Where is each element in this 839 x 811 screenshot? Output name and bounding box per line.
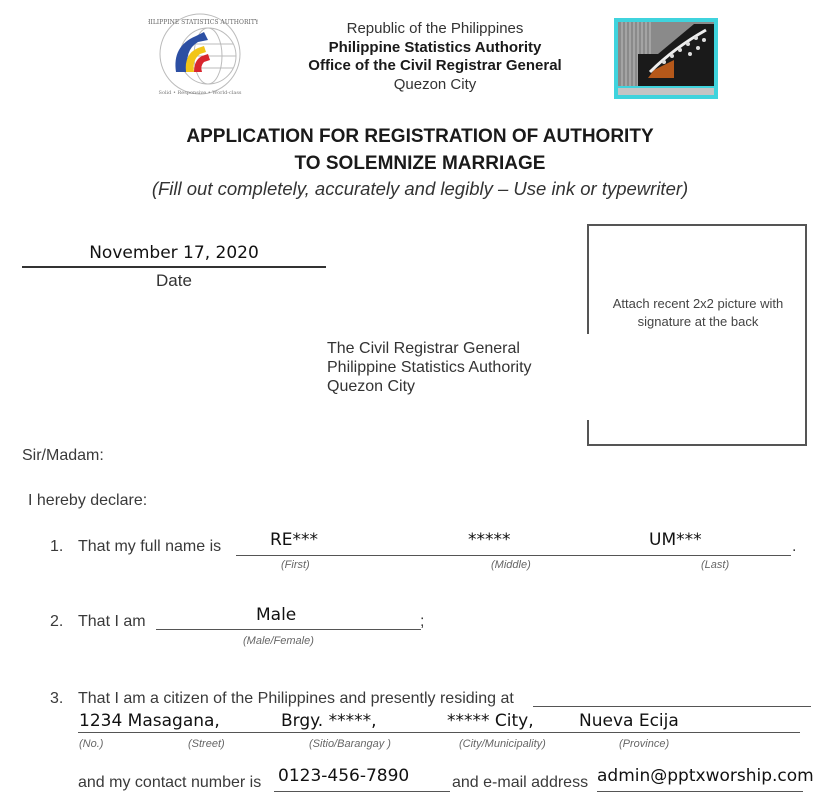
date-label: Date (156, 271, 192, 290)
last-name-field[interactable]: UM*** (649, 530, 702, 550)
photo-box-border-right (805, 224, 807, 446)
photo-instructions: Attach recent 2x2 picture with signature at the back (612, 296, 784, 329)
addressee-line-2: Philippine Statistics Authority (327, 359, 532, 376)
last-name-label: (Last) (701, 559, 730, 571)
form-instructions: (Fill out completely, accurately and legibly – Use ink or typewriter) (151, 178, 689, 199)
contact-text: and my contact number is (78, 774, 262, 791)
declaration-intro: I hereby declare: (28, 492, 148, 509)
city-label: (City/Municipality) (459, 738, 546, 750)
addressee-block (327, 339, 532, 396)
agency-header (290, 20, 580, 94)
first-name-field[interactable]: RE*** (270, 530, 319, 550)
header-ocrg: Office of the Civil Registrar General (308, 57, 562, 74)
photo-box-border-left-top (587, 224, 589, 334)
item-3-text: That I am a citizen of the Philippines and presently residing at (78, 690, 514, 707)
sex-label: (Male/Female) (243, 635, 314, 647)
sex-field[interactable]: Male (256, 605, 297, 625)
svg-text:Solid • Responsive • World-cla: Solid • Responsive • World-class (158, 90, 242, 96)
item-1-text: That my full name is (78, 538, 222, 555)
item-2-text: That I am (78, 613, 146, 630)
date-underline (22, 266, 326, 268)
sex-underline (156, 629, 421, 630)
photo-box-border-top (587, 224, 807, 226)
email-underline (597, 791, 803, 792)
date-field[interactable]: November 17, 2020 (89, 243, 259, 263)
item-2-number: 2. (50, 613, 64, 630)
header-psa: Philippine Statistics Authority (328, 38, 542, 56)
addressee-line-3: Quezon City (327, 378, 416, 395)
first-name-label: (First) (281, 559, 310, 571)
province-field[interactable]: Nueva Ecija (579, 711, 679, 731)
province-label: (Province) (619, 738, 670, 750)
psa-logo-icon (148, 10, 258, 100)
photo-box-border-bottom (587, 444, 807, 446)
civil-registrar-quill-icon (614, 18, 718, 99)
city-field[interactable]: ***** City, (447, 711, 534, 731)
residence-underline-2 (78, 732, 800, 733)
middle-name-label: (Middle) (491, 559, 531, 571)
barangay-label: (Sitio/Barangay ) (309, 738, 391, 750)
addressee-line-1: The Civil Registrar General (327, 340, 520, 357)
house-number-label: (No.) (79, 738, 104, 750)
photo-box-border-left-bottom (587, 420, 589, 446)
salutation: Sir/Madam: (22, 447, 104, 464)
contact-number-field[interactable]: 0123-456-7890 (278, 766, 410, 786)
form-title-line2: TO SOLEMNIZE MARRIAGE (294, 153, 546, 174)
svg-text:PHILIPPINE STATISTICS AUTHORIT: PHILIPPINE STATISTICS AUTHORITY (148, 19, 258, 26)
item-3-number: 3. (50, 690, 64, 707)
header-republic: Republic of the Philippines (346, 20, 524, 37)
email-field[interactable]: admin@pptxworship.com (597, 766, 814, 786)
name-underline (236, 555, 791, 556)
residence-underline-1 (533, 706, 811, 707)
form-title (100, 123, 740, 177)
contact-underline (274, 791, 450, 792)
form-title-line1: APPLICATION FOR REGISTRATION OF AUTHORITY (186, 126, 654, 147)
item-2-end: ; (420, 613, 425, 630)
header-city: Quezon City (393, 75, 477, 93)
middle-name-field[interactable]: ***** (468, 530, 511, 550)
email-text: and e-mail address (452, 774, 589, 791)
item-1-number: 1. (50, 538, 64, 555)
item-1-end: . (792, 538, 797, 555)
barangay-field[interactable]: Brgy. *****, (281, 711, 377, 731)
photo-box[interactable] (587, 224, 807, 446)
street-label: (Street) (188, 738, 225, 750)
house-number-field[interactable]: 1234 Masagana, (79, 711, 220, 731)
